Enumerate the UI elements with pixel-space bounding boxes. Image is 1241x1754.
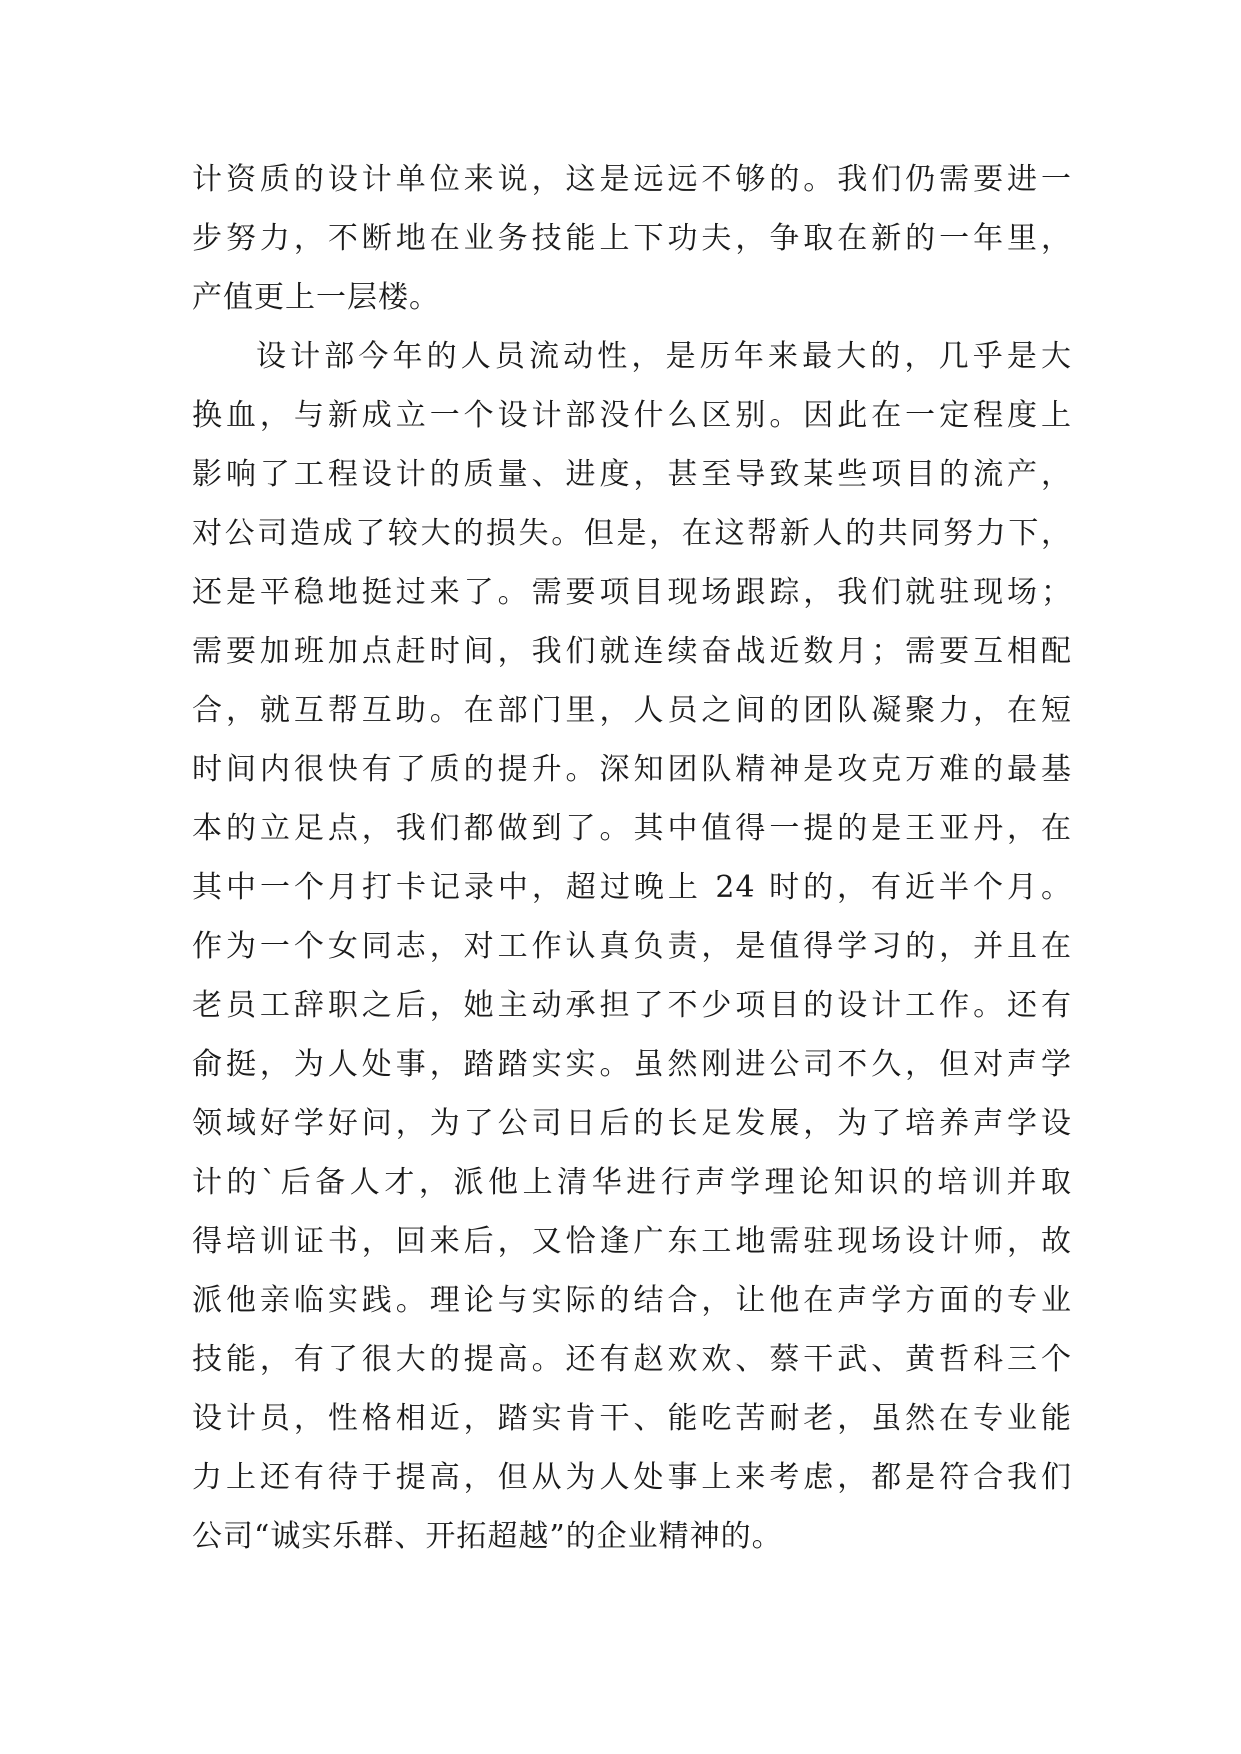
text-line: 时间内很快有了质的提升。深知团队精神是攻克万难的最基 (192, 752, 1072, 787)
text-line: 计的`后备人才，派他上清华进行声学理论知识的培训并取 (192, 1165, 1072, 1200)
text-line: 对公司造成了较大的损失。但是，在这帮新人的共同努力下， (192, 516, 1072, 551)
text-line: 其中一个月打卡记录中，超过晚上 24 时的，有近半个月。 (192, 870, 1072, 905)
text-line: 计资质的设计单位来说，这是远远不够的。我们仍需要进一 (192, 162, 1072, 197)
text-line: 得培训证书，回来后，又恰逢广东工地需驻现场设计师，故 (192, 1224, 1072, 1259)
text-line: 产值更上一层楼。 (192, 280, 440, 315)
text-line: 公司“诚实乐群、开拓超越”的企业精神的。 (192, 1519, 783, 1554)
text-line: 换血，与新成立一个设计部没什么区别。因此在一定程度上 (192, 398, 1072, 433)
text-line: 步努力，不断地在业务技能上下功夫，争取在新的一年里， (192, 221, 1072, 256)
text-line: 还是平稳地挺过来了。需要项目现场跟踪，我们就驻现场； (192, 575, 1072, 610)
text-line: 影响了工程设计的质量、进度，甚至导致某些项目的流产， (192, 457, 1072, 492)
text-line: 作为一个女同志，对工作认真负责，是值得学习的，并且在 (192, 929, 1072, 964)
text-line: 老员工辞职之后，她主动承担了不少项目的设计工作。还有 (192, 988, 1072, 1023)
text-line: 俞挺，为人处事，踏踏实实。虽然刚进公司不久，但对声学 (192, 1047, 1072, 1082)
text-line: 派他亲临实践。理论与实际的结合，让他在声学方面的专业 (192, 1283, 1072, 1318)
body-text (192, 150, 1072, 1566)
text-line: 技能，有了很大的提高。还有赵欢欢、蔡干武、黄哲科三个 (192, 1342, 1072, 1377)
text-line: 设计员，性格相近，踏实肯干、能吃苦耐老，虽然在专业能 (192, 1401, 1072, 1436)
paragraph-first-line: 设计部今年的人员流动性，是历年来最大的，几乎是大 (256, 339, 1072, 374)
text-line: 领域好学好问，为了公司日后的长足发展，为了培养声学设 (192, 1106, 1072, 1141)
text-line: 合，就互帮互助。在部门里，人员之间的团队凝聚力，在短 (192, 693, 1072, 728)
text-line: 本的立足点，我们都做到了。其中值得一提的是王亚丹，在 (192, 811, 1072, 846)
text-line: 力上还有待于提高，但从为人处事上来考虑，都是符合我们 (192, 1460, 1072, 1495)
text-line: 需要加班加点赶时间，我们就连续奋战近数月；需要互相配 (192, 634, 1072, 669)
